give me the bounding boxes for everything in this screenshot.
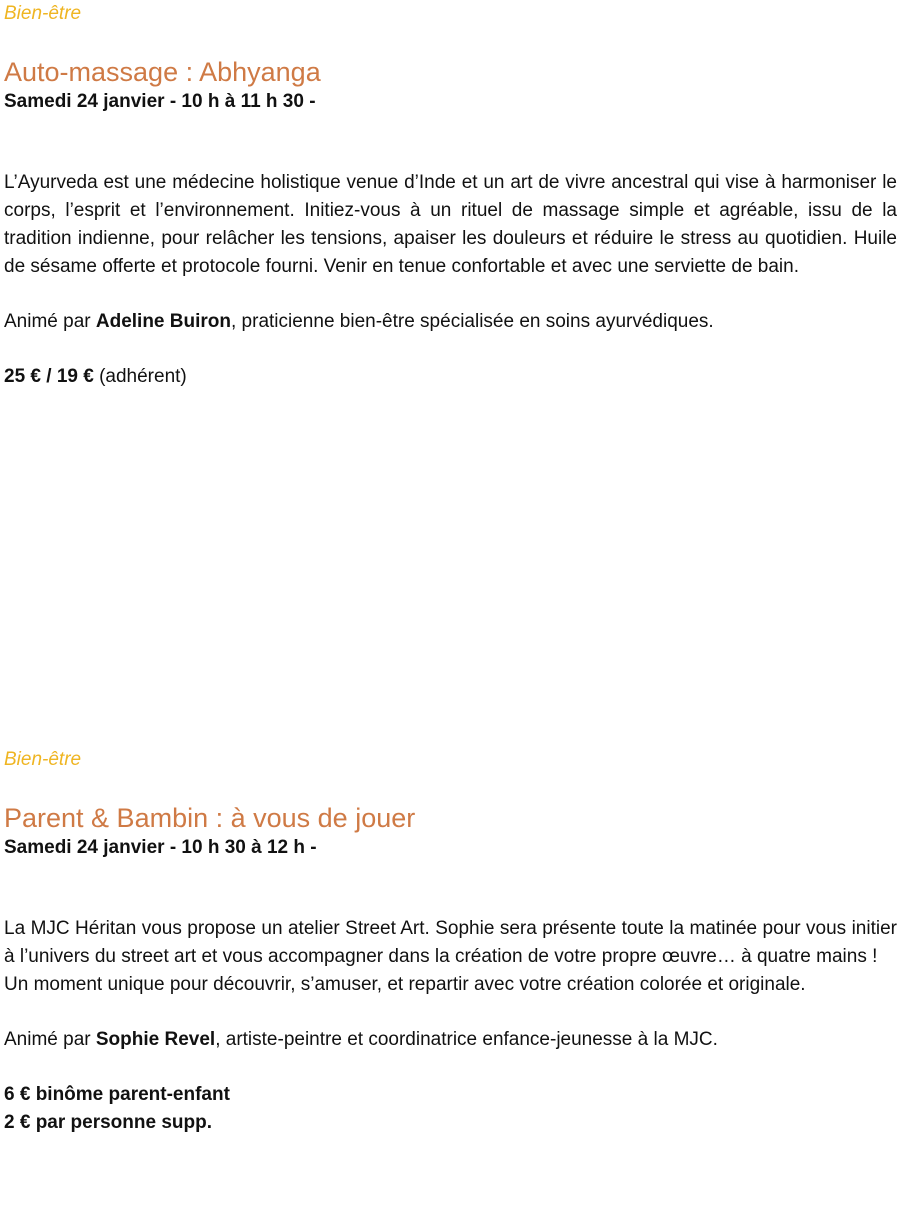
host-name: Sophie Revel: [95, 1029, 216, 1050]
host-name: Adeline Buiron: [95, 311, 231, 332]
event-title: Parent & Bambin : à vous de jouer: [4, 803, 416, 833]
event-host: [4, 1026, 897, 1054]
price-amount: 25 € / 19 €: [4, 366, 94, 387]
event-price: [4, 363, 897, 391]
event-abhyanga: [4, 0, 897, 391]
event-description: L’Ayurveda est une médecine holistique venue d’Inde et un art de vivre ancestral qui vise à harmoniser le corps, l’esprit et l’environnement. Initiez-vous à un rituel de massage simple et agréable, issu de la tradition indienne, pour relâcher les tensions, apaiser les douleurs et réduire le stress au quotidien. Huile de sésame offerte et protocole fourni. Venir en tenue confortable et avec une serviette de bain.: [4, 172, 897, 277]
event-price-line: [4, 1081, 897, 1109]
event-host: [4, 308, 897, 336]
event-date: Samedi 24 janvier - 10 h à 11 h 30 -: [4, 91, 316, 112]
price-line-1: 6 € binôme parent-enfant: [4, 1084, 230, 1105]
event-description-2: Un moment unique pour découvrir, s’amuser, et repartir avec votre création colorée et originale.: [4, 974, 806, 995]
host-suffix: , artiste-peintre et coordinatrice enfance-jeunesse à la MJC.: [215, 1029, 718, 1050]
price-line-2: 2 € par personne supp.: [4, 1112, 212, 1133]
host-prefix: Animé par: [4, 311, 96, 332]
event-parent-bambin: [4, 746, 897, 1137]
event-title: Auto-massage : Abhyanga: [4, 57, 321, 87]
host-suffix: , praticienne bien-être spécialisée en soins ayurvédiques.: [231, 311, 714, 332]
price-note: (adhérent): [93, 366, 187, 387]
event-date: Samedi 24 janvier - 10 h 30 à 12 h -: [4, 837, 317, 858]
event-description: La MJC Héritan vous propose un atelier Street Art. Sophie sera présente toute la matinée pour vous initier à l’univers du street art et vous accompagner dans la création de votre propre œuvre… à quatre mains !: [4, 918, 897, 967]
event-category: Bien-être: [4, 3, 82, 24]
event-category: Bien-être: [4, 749, 82, 770]
event-price-line: [4, 1109, 897, 1137]
host-prefix: Animé par: [4, 1029, 96, 1050]
